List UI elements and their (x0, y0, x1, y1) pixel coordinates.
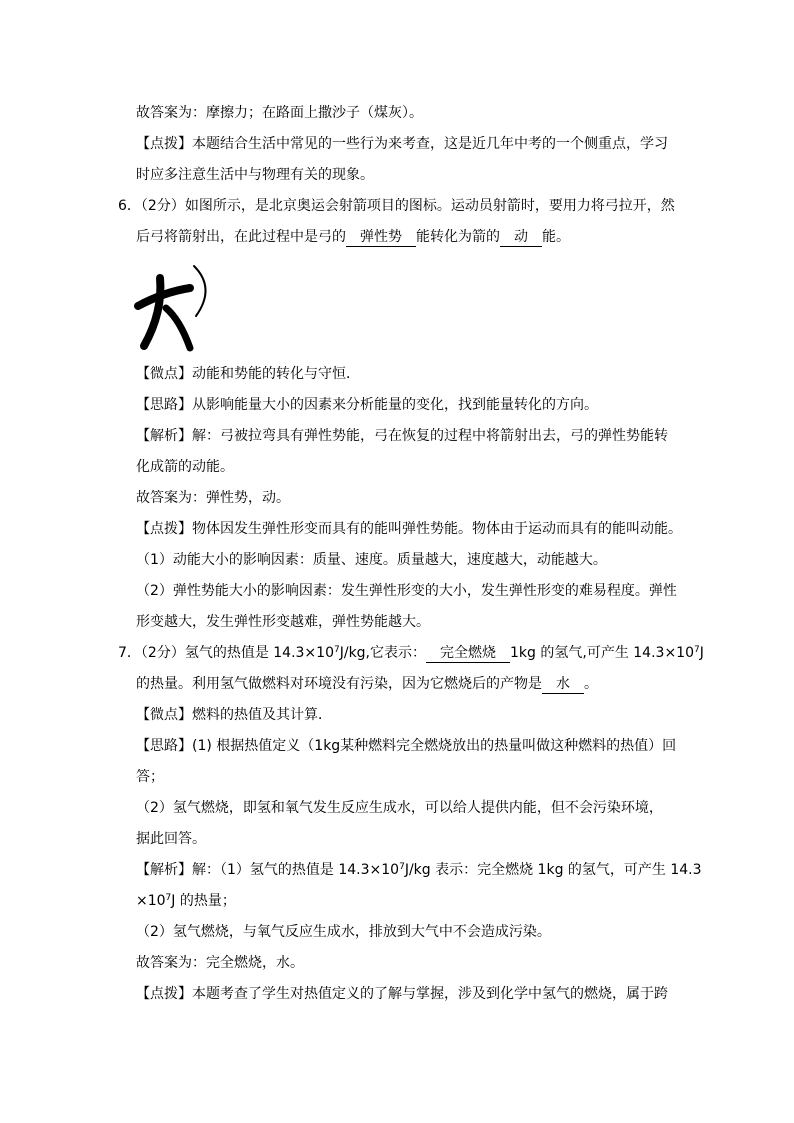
q7-stem-text: 。 (584, 676, 598, 692)
q7-stem-text: 的热量。利用氢气做燃料对环境没有污染，因为它燃烧后的产物是 (136, 676, 542, 692)
q6-analysis-line-1: 【解析】解：弓被拉弯具有弹性势能，弓在恢复的过程中将箭射出去，弓的弹性势能转 (136, 428, 668, 444)
q7-idea-line-4: 据此回答。 (136, 831, 206, 847)
q7-idea-line-1: 【思路】(1) 根据热值定义（1kg某种燃料完全燃烧放出的热量叫做这种燃料的热值）回 (136, 738, 677, 754)
q7-analysis-text: ×10 (136, 893, 166, 909)
q7-stem-text: J (699, 645, 704, 661)
q7-exponent: 7 (693, 645, 700, 655)
q6-analysis-line-2: 化成箭的动能。 (136, 459, 234, 475)
q7-stem-text: 1kg 的氢气,可产生 14.3×10 (510, 645, 694, 661)
q7-exponent: 7 (399, 862, 405, 872)
q6-stem-line-2 (136, 227, 570, 247)
q7-analysis-text: J 的热量； (171, 893, 236, 909)
q7-exponent: 7 (333, 645, 340, 655)
q6-tip-line-2: （1）动能大小的影响因素：质量、速度。质量越大，速度越大，动能越大。 (136, 552, 607, 568)
q5-tip-line-2: 时应多注意生活中与物理有关的现象。 (136, 167, 374, 183)
q7-blank-1: 完全燃烧 (426, 644, 510, 663)
q7-point: 【微点】燃料的热值及其计算． (136, 707, 332, 723)
q6-answer: 故答案为：弹性势，动。 (136, 490, 290, 506)
q7-exponent: 7 (165, 893, 172, 903)
q6-blank-2: 动 (500, 228, 542, 247)
q6-idea: 【思路】从影响能量大小的因素来分析能量的变化，找到能量转化的方向。 (136, 397, 598, 413)
q7-idea-line-3: （2）氢气燃烧，即氢和氧气发生反应生成水，可以给人提供内能，但不会污染环境， (136, 800, 663, 816)
archery-pictogram-icon (130, 262, 220, 352)
q7-stem-text: J/kg,它表示： (339, 645, 427, 661)
q6-blank-1: 弹性势 (346, 228, 416, 247)
q6-stem-text: 能。 (542, 229, 570, 245)
q7-analysis-line-2 (136, 891, 236, 911)
q7-answer: 故答案为：完全燃烧，水。 (136, 955, 304, 971)
q7-analysis-text: 【解析】解：（1）氢气的热值是 14.3×10 (136, 862, 400, 878)
q6-point: 【微点】动能和势能的转化与守恒． (136, 366, 360, 382)
q6-stem-text: 后弓将箭射出，在此过程中是弓的 (136, 229, 346, 245)
q7-analysis-line-1 (136, 860, 702, 880)
q7-analysis-text: J/kg 表示：完全燃烧 1kg 的氢气，可产生 14.3 (404, 862, 702, 878)
q7-stem-text: 7．（2分）氢气的热值是 14.3×10 (118, 645, 334, 661)
q6-tip-line-3: （2）弹性势能大小的影响因素：发生弹性形变的大小，发生弹性形变的难易程度。弹性 (136, 583, 677, 599)
q7-stem-line-2 (136, 674, 598, 694)
q6-stem-line-1: 6．（2分）如图所示，是北京奥运会射箭项目的图标。运动员射箭时，要用力将弓拉开，然 (118, 198, 675, 214)
q6-stem-text: 能转化为箭的 (416, 229, 500, 245)
q7-tip-line-1: 【点拨】本题考查了学生对热值定义的了解与掌握，涉及到化学中氢气的燃烧，属于跨 (136, 986, 668, 1002)
q6-tip-line-4: 形变越大，发生弹性形变越难，弹性势能越大。 (136, 614, 430, 630)
q5-answer: 故答案为：摩擦力；在路面上撒沙子（煤灰）。 (136, 105, 423, 121)
q6-tip-line-1: 【点拨】物体因发生弹性形变而具有的能叫弹性势能。物体由于运动而具有的能叫动能。 (136, 521, 682, 537)
q7-blank-2: 水 (542, 675, 584, 694)
q7-analysis-line-3: （2）氢气燃烧，与氧气反应生成水，排放到大气中不会造成污染。 (136, 924, 551, 940)
q5-tip-line-1: 【点拨】本题结合生活中常见的一些行为来考查，这是近几年中考的一个侧重点，学习 (136, 136, 668, 152)
q7-idea-line-2: 答； (136, 769, 164, 785)
q7-stem-line-1 (118, 643, 704, 663)
